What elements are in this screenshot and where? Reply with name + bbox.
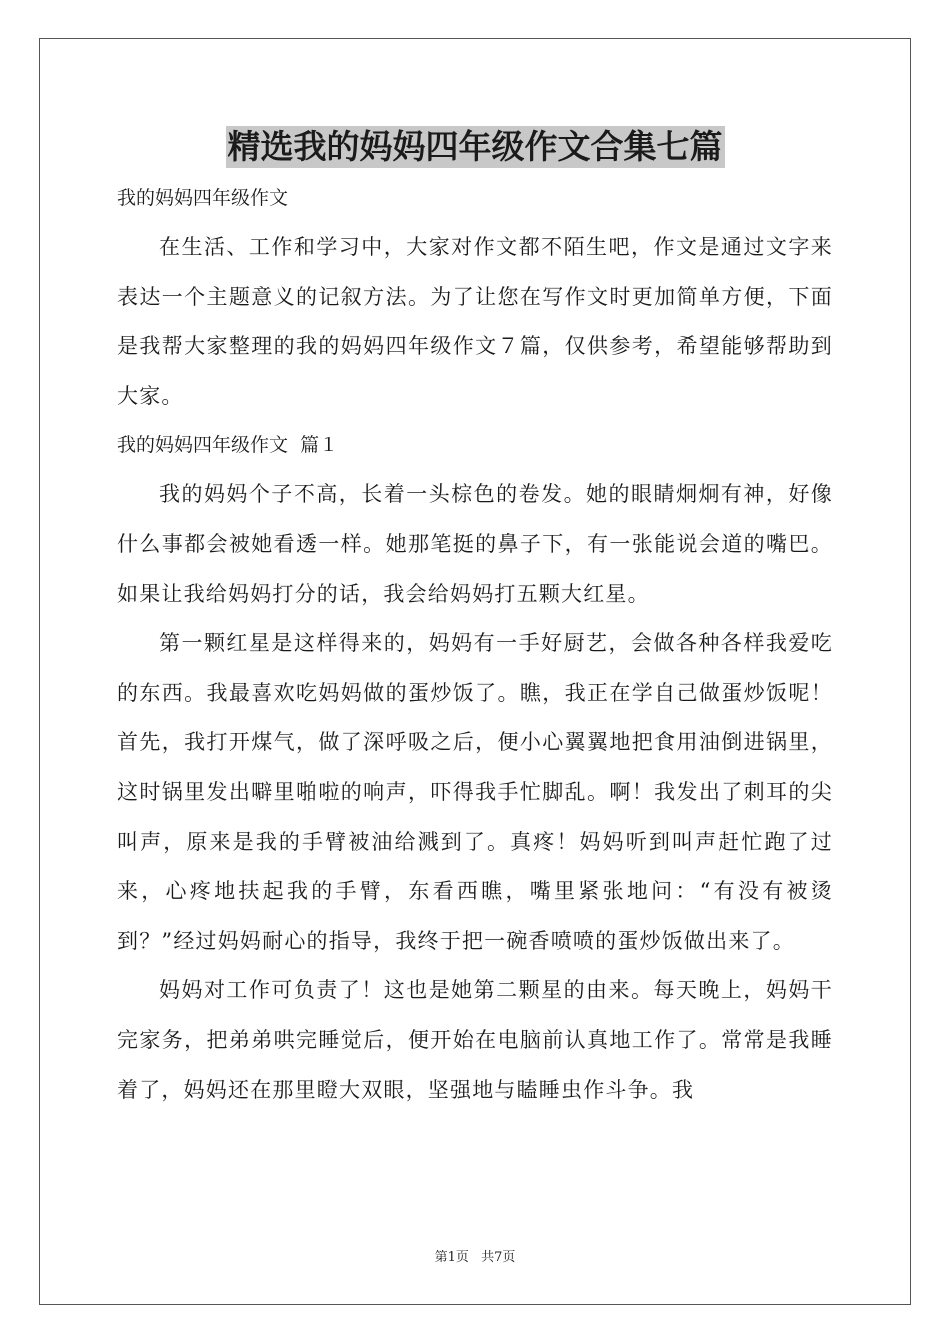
page-number: 第1页: [434, 1250, 469, 1265]
paragraph: 我的妈妈个子不高，长着一头棕色的卷发。她的眼睛炯炯有神，好像什么事都会被她看透一样。她那笔挺的鼻子下，有一张能说会道的嘴巴。如果让我给妈妈打分的话，我会给妈妈打五颗大红星。: [117, 482, 833, 606]
section-heading: 我的妈妈四年级作文: [117, 187, 289, 209]
document-title: 精选我的妈妈四年级作文合集七篇: [227, 127, 723, 166]
page-footer: [0, 1246, 950, 1265]
paragraph: 第一颗红星是这样得来的，妈妈有一手好厨艺，会做各种各样我爱吃的东西。我最喜欢吃妈妈做的蛋炒饭了。瞧，我正在学自己做蛋炒饭呢！首先，我打开煤气，做了深呼吸之后，便小心翼翼地把食用油倒进锅里，这时锅里发出噼里啪啦的响声，吓得我手忙脚乱。啊！我发出了刺耳的尖叫声，原来是我的手臂被油给溅到了。真疼！妈妈听到叫声赶忙跑了过来，心疼地扶起我的手臂，东看西瞧，嘴里紧张地问：“有没有被烫到？”经过妈妈耐心的指导，我终于把一碗香喷喷的蛋炒饭做出来了。: [117, 631, 833, 953]
page-total: 共7页: [481, 1250, 516, 1265]
section-heading: 我的妈妈四年级作文 篇１: [117, 434, 339, 457]
paragraph: 在生活、工作和学习中，大家对作文都不陌生吧，作文是通过文字来表达一个主题意义的记叙方法。为了让您在写作文时更加简单方便，下面是我帮大家整理的我的妈妈四年级作文７篇，仅供参考，希望能够帮助到大家。: [117, 235, 833, 408]
title-wrap: [0, 126, 950, 168]
document-body: [117, 174, 833, 1115]
paragraph: 妈妈对工作可负责了！这也是她第二颗星的由来。每天晚上，妈妈干完家务，把弟弟哄完睡觉后，便开始在电脑前认真地工作了。常常是我睡着了，妈妈还在那里瞪大双眼，坚强地与瞌睡虫作斗争。我: [117, 978, 833, 1102]
